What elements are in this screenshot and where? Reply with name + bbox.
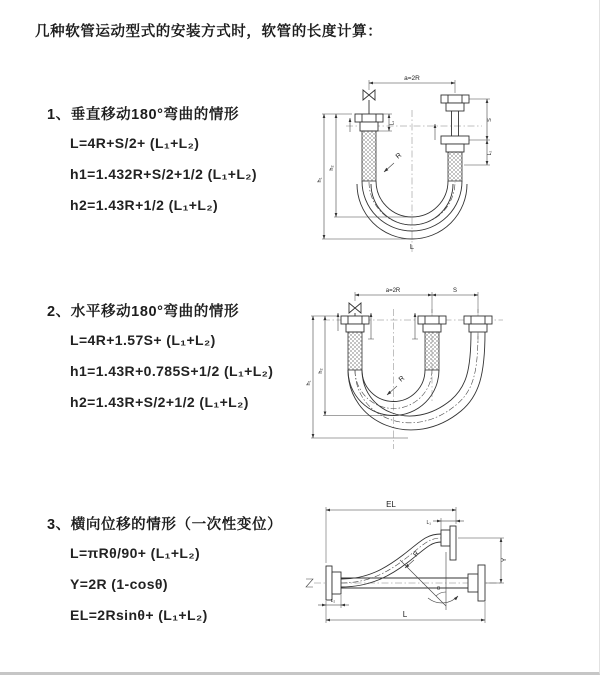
diagram-horizontal-180-bend	[303, 283, 568, 458]
braided-hose-section	[448, 152, 462, 181]
radius-label: R	[397, 374, 407, 384]
dim-label-el: EL	[386, 500, 396, 509]
dim-label-s: S	[452, 288, 458, 294]
formula-1-h2: h2=1.43R+1/2 (L₁+L₂)	[70, 197, 219, 213]
dim-label-l2: L₂	[330, 599, 336, 604]
dim-label-h2: h₂	[329, 165, 335, 171]
dim-label-h1: h₁	[317, 177, 323, 183]
section-3-heading: 3、横向位移的情形（一次性变位）	[47, 517, 283, 533]
dim-label-l2: L₂	[487, 150, 493, 156]
braided-hose-section	[348, 332, 362, 370]
formula-3-el: EL=2Rsinθ+ (L₁+L₂)	[70, 607, 208, 623]
dim-label-y: Y	[501, 557, 508, 563]
dim-label-h1: h₁	[306, 380, 312, 386]
braided-hose-section	[425, 332, 439, 370]
formula-1-h1: h1=1.432R+S/2+1/2 (L₁+L₂)	[70, 166, 257, 182]
formula-1-l: L=4R+S/2+ (L₁+L₂)	[70, 135, 200, 151]
formula-2-h2: h2=1.43R+S/2+1/2 (L₁+L₂)	[70, 394, 249, 410]
diagram-vertical-180-bend	[312, 68, 557, 263]
dim-label-l1: L₁	[389, 120, 396, 126]
page-title: 几种软管运动型式的安装方式时，软管的长度计算：	[35, 24, 383, 40]
braided-hose-section	[362, 131, 376, 181]
dim-label-h2: h₂	[318, 368, 324, 374]
radius-label: R	[394, 151, 404, 161]
formula-2-l: L=4R+1.57S+ (L₁+L₂)	[70, 332, 216, 348]
length-label: L	[409, 242, 415, 251]
dim-label-s: S	[487, 118, 493, 122]
dim-label-l: L	[402, 610, 408, 619]
formula-3-l: L=πRθ/90+ (L₁+L₂)	[70, 545, 201, 561]
dim-label-a2r: a=2R	[385, 288, 401, 294]
section-2-heading: 2、水平移动180°弯曲的情形	[47, 304, 240, 320]
valve-icon	[363, 90, 375, 100]
dim-label-a2r: a=2R	[404, 75, 420, 82]
section-1-heading: 1、垂直移动180°弯曲的情形	[47, 107, 240, 123]
dim-label-l1: L₁	[426, 520, 431, 526]
radius-label: R	[412, 550, 421, 559]
angle-label: θ	[437, 586, 441, 592]
centerline-mark	[306, 579, 313, 587]
valve-icon	[349, 303, 361, 313]
diagram-lateral-displacement	[298, 498, 588, 643]
formula-3-y: Y=2R (1-cosθ)	[70, 576, 168, 592]
formula-2-h1: h1=1.43R+0.785S+1/2 (L₁+L₂)	[70, 363, 274, 379]
